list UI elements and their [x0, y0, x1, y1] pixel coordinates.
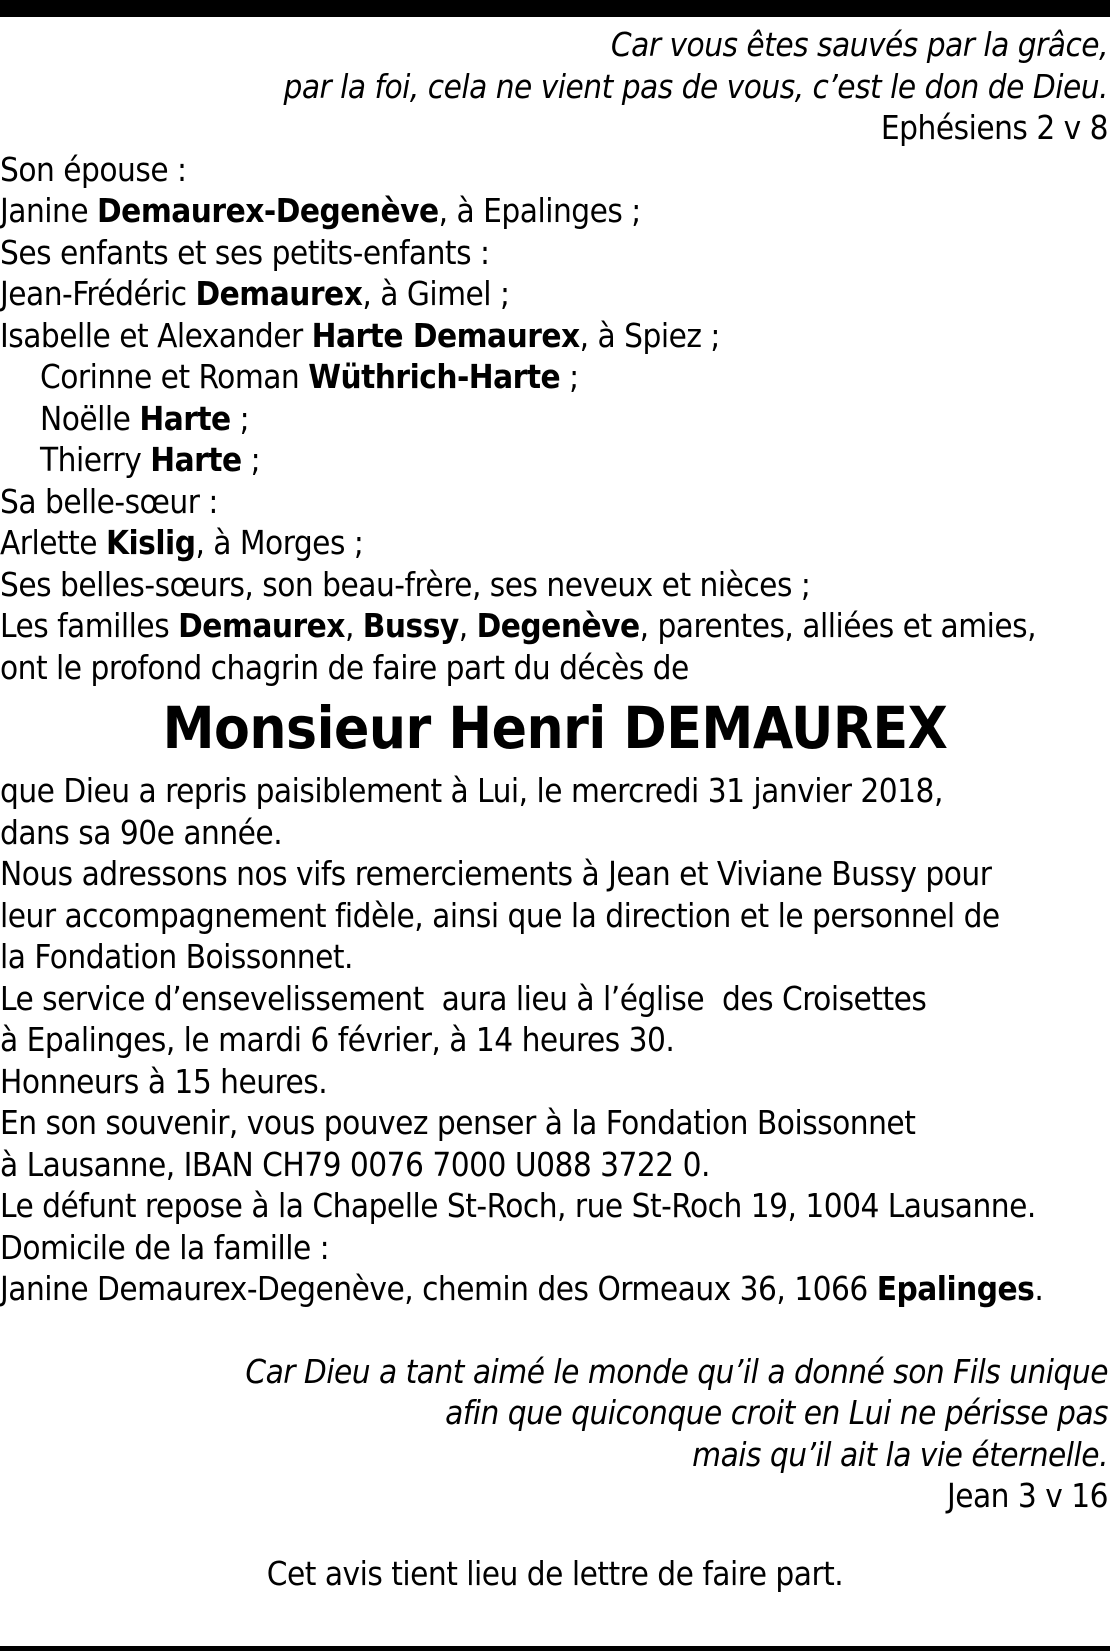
spouse-place: , à Epalinges ; — [438, 191, 641, 230]
bottom-border — [0, 1646, 1110, 1651]
body-line-1: que Dieu a repris paisiblement à Lui, le mercredi 31 janvier 2018, — [0, 771, 943, 810]
sister-entry — [0, 522, 1110, 564]
grandchild1-last-name: Wüthrich-Harte — [308, 357, 561, 396]
deceased-name: Monsieur Henri DEMAUREX — [162, 694, 948, 762]
verse-bottom-line-3: mais qu’il ait la vie éternelle. — [692, 1434, 1108, 1474]
spouse-label: Son épouse : — [0, 149, 187, 189]
body-line-4: leur accompagnement fidèle, ainsi que la direction et le personnel de — [0, 895, 1000, 935]
verse-bottom — [0, 1351, 1110, 1517]
family-name-2: Bussy — [362, 606, 459, 645]
other-relatives: Ses belles-sœurs, son beau-frère, ses neveux et nièces ; — [0, 564, 811, 604]
sister-label: Sa belle-sœur : — [0, 481, 218, 521]
sister-first-name: Arlette — [0, 523, 106, 562]
grandchild2-end: ; — [230, 398, 250, 438]
grandchild1-end: ; — [560, 357, 579, 396]
grandchild-entry-1 — [0, 356, 1110, 398]
family-address: Janine Demaurex-Degenève, chemin des Ormeaux 36, 1066 — [0, 1269, 877, 1308]
families-suffix: , parentes, alliées et amies, — [639, 606, 1037, 645]
body-line-9: En son souvenir, vous pouvez penser à la Fondation Boissonnet — [0, 1103, 916, 1142]
child1-place: , à Gimel ; — [362, 274, 510, 313]
notice-body — [0, 770, 1110, 1310]
grandchild3-first-name: Thierry — [40, 440, 151, 479]
families-prefix: Les familles — [0, 606, 179, 645]
verse-top-line-1: Car vous êtes sauvés par la grâce, — [610, 25, 1108, 64]
family-name-3: Degenève — [476, 606, 640, 645]
body-line-3: Nous adressons nos vifs remerciements à Jean et Viviane Bussy pour — [0, 854, 992, 893]
sister-place: , à Morges ; — [195, 523, 364, 562]
child2-place: , à Spiez ; — [579, 315, 720, 355]
child1-last-name: Demaurex — [195, 274, 363, 313]
child-entry-2 — [0, 315, 1110, 357]
family-town: Epalinges — [876, 1269, 1035, 1308]
spouse-last-name: Demaurex-Degenève — [97, 191, 439, 230]
grandchild1-first-name: Corinne et Roman — [40, 357, 309, 396]
verse-top-line-2: par la foi, cela ne vient pas de vous, c’est le don de Dieu. — [283, 66, 1108, 106]
spouse-entry — [0, 190, 1110, 232]
family-name-1: Demaurex — [178, 606, 345, 645]
top-border — [0, 0, 1110, 17]
spouse-first-name: Janine — [0, 191, 98, 230]
body-line-6: Le service d’ensevelissement aura lieu à l’église des Croisettes — [0, 978, 927, 1018]
families-separator-2: , — [458, 606, 477, 645]
grandchild2-last-name: Harte — [139, 398, 231, 438]
body-line-7: à Epalinges, le mardi 6 février, à 14 heures 30. — [0, 1020, 675, 1059]
verse-top — [0, 24, 1110, 149]
verse-bottom-reference: Jean 3 v 16 — [946, 1476, 1108, 1515]
child1-first-name: Jean-Frédéric — [0, 274, 196, 313]
body-line-12: Domicile de la famille : — [0, 1227, 330, 1267]
spacer — [0, 1517, 1110, 1553]
grandchild-entry-3 — [0, 439, 1110, 481]
grandchild3-last-name: Harte — [150, 440, 242, 479]
body-line-8: Honneurs à 15 heures. — [0, 1061, 328, 1101]
child-entry-1 — [0, 273, 1110, 315]
grandchild-entry-2 — [0, 398, 1110, 440]
obituary-notice — [0, 24, 1110, 1594]
family-address-end: . — [1034, 1269, 1044, 1308]
children-label: Ses enfants et ses petits-enfants : — [0, 232, 490, 272]
grandchild3-end: ; — [241, 440, 261, 479]
child2-last-name: Harte Demaurex — [311, 315, 580, 355]
families-separator-1: , — [344, 606, 363, 645]
family-list — [0, 149, 1110, 689]
verse-top-reference: Ephésiens 2 v 8 — [880, 108, 1108, 147]
families-entry — [0, 605, 1110, 647]
body-line-2: dans sa 90e année. — [0, 812, 283, 852]
body-line-5: la Fondation Boissonnet. — [0, 937, 353, 976]
body-line-13 — [0, 1268, 1110, 1310]
verse-bottom-line-1: Car Dieu a tant aimé le monde qu’il a donné son Fils unique — [245, 1351, 1108, 1391]
body-line-11: Le défunt repose à la Chapelle St-Roch, rue St-Roch 19, 1004 Lausanne. — [0, 1186, 1036, 1225]
sister-last-name: Kislig — [106, 523, 196, 562]
announcement-line: ont le profond chagrin de faire part du décès de — [0, 647, 689, 687]
grandchild2-first-name: Noëlle — [40, 398, 140, 438]
spacer — [0, 1310, 1110, 1351]
footer-note: Cet avis tient lieu de lettre de faire part. — [266, 1553, 844, 1593]
child2-first-name: Isabelle et Alexander — [0, 315, 312, 355]
body-line-10: à Lausanne, IBAN CH79 0076 7000 U088 3722 0. — [0, 1144, 710, 1184]
verse-bottom-line-2: afin que quiconque croit en Lui ne périsse pas — [445, 1393, 1108, 1432]
